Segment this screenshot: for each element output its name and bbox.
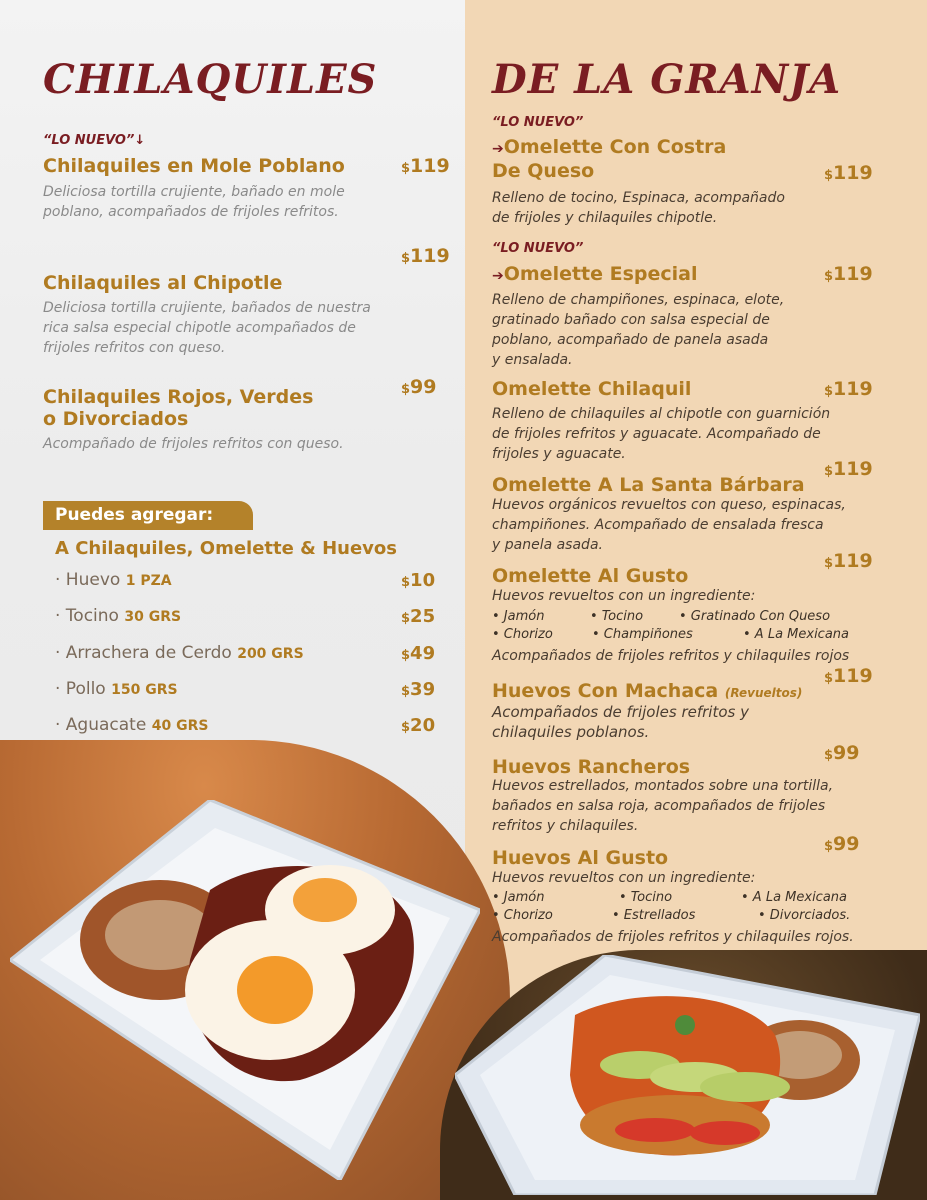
add-on-price: $20 — [401, 715, 436, 736]
add-on-item: · Arrachera de Cerdo 200 GRS — [55, 643, 304, 663]
ingredient-option: • Tocino — [619, 890, 673, 905]
add-ons-heading: A Chilaquiles, Omelette & Huevos — [55, 538, 397, 559]
item-description: Relleno de chilaquiles al chipotle con guarnición de frijoles refritos y aguacate. Acompañado de frijoles y aguacate. — [492, 406, 831, 462]
item-description: Huevos estrellados, montados sobre una tortilla, bañados en salsa roja, acompañados de frijoles refritos y chilaquiles. — [492, 778, 834, 834]
add-on-price: $49 — [401, 643, 436, 664]
add-ons-badge: Puedes agregar: — [43, 501, 253, 530]
item-description: Acompañado de frijoles refritos con queso. — [43, 436, 344, 452]
item-description: Acompañados de frijoles refritos y chilaquiles rojos. — [492, 929, 854, 945]
item-name: Huevos Rancheros — [492, 756, 691, 778]
item-description: Huevos revueltos con un ingrediente: — [492, 870, 756, 886]
item-name: Chilaquiles al Chipotle — [43, 272, 283, 294]
ingredient-option: • Jamón — [492, 890, 545, 905]
item-name: Chilaquiles Rojos, Verdes o Divorciados — [43, 386, 314, 430]
ingredient-option: • A La Mexicana — [741, 890, 848, 905]
item-price: $119 — [824, 378, 873, 400]
ingredient-option: • Champiñones — [592, 627, 693, 642]
add-on-item: · Huevo 1 PZA — [55, 570, 172, 590]
item-price: $119 — [401, 245, 450, 267]
arrow-icon: ➔ — [492, 268, 504, 284]
add-on-item: · Pollo 150 GRS — [55, 679, 178, 699]
add-on-item: · Aguacate 40 GRS — [55, 715, 209, 735]
ingredient-option: • A La Mexicana — [743, 627, 850, 642]
section-title-chilaquiles: CHILAQUILES — [43, 56, 378, 103]
add-on-item: · Tocino 30 GRS — [55, 606, 182, 626]
item-name: Chilaquiles en Mole Poblano — [43, 155, 345, 177]
new-label: “LO NUEVO” — [492, 115, 584, 130]
item-price: $99 — [824, 833, 860, 855]
item-name: Omelette Chilaquil — [492, 378, 692, 400]
add-on-price: $10 — [401, 570, 436, 591]
item-description: Acompañados de frijoles refritos y chilaquiles poblanos. — [492, 703, 749, 741]
item-description: Relleno de tocino, Espinaca, acompañado de frijoles y chilaquiles chipotle. — [492, 190, 785, 226]
item-description: Relleno de champiñones, espinaca, elote, gratinado bañado con salsa especial de poblano, acompañado de panela asada y ensalada. — [492, 292, 785, 368]
add-on-price: $25 — [401, 606, 436, 627]
item-price: $119 — [401, 155, 450, 177]
omelette-plate-photo — [455, 955, 920, 1195]
ingredient-option: • Gratinado Con Queso — [679, 609, 831, 624]
chilaquiles-plate-photo — [10, 800, 480, 1180]
new-label: “LO NUEVO” — [492, 241, 584, 256]
item-price: $99 — [401, 376, 437, 398]
item-name: ➔Omelette Especial — [492, 263, 698, 285]
item-name: Huevos Con Machaca (Revueltos) — [492, 680, 803, 702]
ingredient-option: • Estrellados — [612, 908, 696, 923]
item-price: $99 — [824, 742, 860, 764]
new-label: “LO NUEVO”↓ — [43, 133, 146, 148]
ingredient-option: • Chorizo — [492, 908, 553, 923]
item-description: Huevos orgánicos revueltos con queso, espinacas, champiñones. Acompañado de ensalada fresca y panela asada. — [492, 497, 846, 553]
add-on-price: $39 — [401, 679, 436, 700]
section-title-de-la-granja: DE LA GRANJA — [492, 56, 842, 103]
arrow-icon: ➔ — [492, 141, 504, 157]
item-name: Omelette A La Santa Bárbara — [492, 474, 805, 496]
ingredient-option: • Chorizo — [492, 627, 553, 642]
item-name: Huevos Al Gusto — [492, 847, 669, 869]
item-description: Acompañados de frijoles refritos y chilaquiles rojos — [492, 648, 850, 664]
item-description: Deliciosa tortilla crujiente, bañados de nuestra rica salsa especial chipotle acompañados de frijoles refritos con queso. — [43, 300, 371, 356]
ingredient-option: • Tocino — [590, 609, 644, 624]
item-price: $119 — [824, 550, 873, 572]
item-description: Deliciosa tortilla crujiente, bañado en mole poblano, acompañados de frijoles refritos. — [43, 184, 345, 220]
item-price: $119 — [824, 665, 873, 687]
item-description: Huevos revueltos con un ingrediente: — [492, 588, 756, 604]
item-price: $119 — [824, 162, 873, 184]
item-name: ➔Omelette Con Costra De Queso — [492, 136, 727, 182]
ingredient-option: • Jamón — [492, 609, 545, 624]
ingredient-option: • Divorciados. — [758, 908, 851, 923]
item-price: $119 — [824, 458, 873, 480]
item-price: $119 — [824, 263, 873, 285]
item-name: Omelette Al Gusto — [492, 565, 689, 587]
